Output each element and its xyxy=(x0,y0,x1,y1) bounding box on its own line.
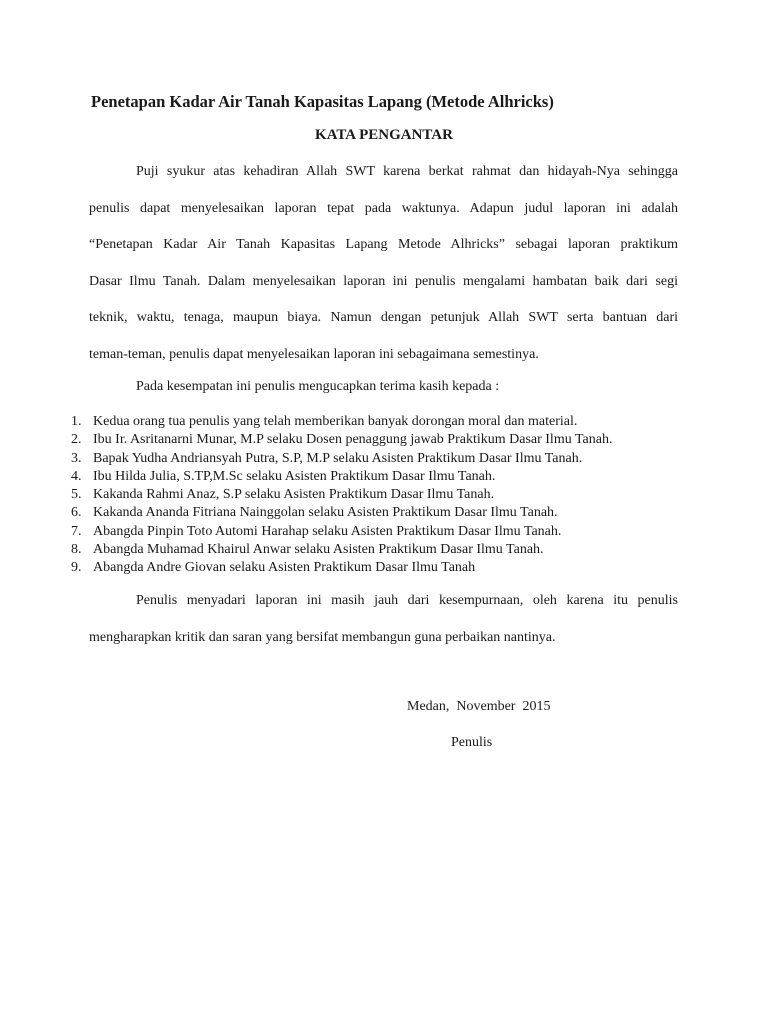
paragraph-line: Puji syukur atas kehadiran Allah SWT karena berkat rahmat dan hidayah-Nya sehingga xyxy=(136,164,678,179)
list-text: Kakanda Ananda Fitriana Nainggolan selaku Asisten Praktikum Dasar Ilmu Tanah. xyxy=(93,505,558,521)
list-text: Ibu Ir. Asritanarni Munar, M.P selaku Dosen penaggung jawab Praktikum Dasar Ilmu Tanah. xyxy=(93,432,613,448)
paragraph-line: Dasar Ilmu Tanah. Dalam menyelesaikan laporan ini penulis mengalami hambatan baik dari segi xyxy=(89,273,678,289)
paragraph-line: Penulis menyadari laporan ini masih jauh dari kesempurnaan, oleh karena itu penulis xyxy=(136,593,678,608)
document-title: Penetapan Kadar Air Tanah Kapasitas Lapang (Metode Alhricks) xyxy=(91,92,554,111)
list-text: Abangda Muhamad Khairul Anwar selaku Asisten Praktikum Dasar Ilmu Tanah. xyxy=(93,542,544,558)
thanks-intro: Pada kesempatan ini penulis mengucapkan terima kasih kepada : xyxy=(136,379,500,394)
signature-date: Medan, November 2015 xyxy=(407,699,551,714)
section-heading: KATA PENGANTAR xyxy=(315,127,453,143)
paragraph-line: teman-teman, penulis dapat menyelesaikan laporan ini sebagaimana semestinya. xyxy=(89,346,539,362)
list-number: 7. xyxy=(71,523,82,539)
list-number: 4. xyxy=(71,468,82,484)
list-text: Kakanda Rahmi Anaz, S.P selaku Asisten Praktikum Dasar Ilmu Tanah. xyxy=(93,487,495,503)
list-number: 8. xyxy=(71,542,82,558)
list-number: 1. xyxy=(71,414,82,429)
list-number: 3. xyxy=(71,450,82,466)
list-number: 6. xyxy=(71,505,82,521)
list-text: Ibu Hilda Julia, S.TP,M.Sc selaku Asisten Praktikum Dasar Ilmu Tanah. xyxy=(93,468,496,484)
paragraph-line: mengharapkan kritik dan saran yang bersifat membangun guna perbaikan nantinya. xyxy=(89,629,556,645)
list-text: Abangda Pinpin Toto Automi Harahap selaku Asisten Praktikum Dasar Ilmu Tanah. xyxy=(93,523,562,539)
list-number: 2. xyxy=(71,432,82,448)
paragraph-line: “Penetapan Kadar Air Tanah Kapasitas Lapang Metode Alhricks” sebagai laporan praktikum xyxy=(89,237,678,253)
paragraph-line: penulis dapat menyelesaikan laporan tepat pada waktunya. Adapun judul laporan ini adalah xyxy=(89,200,678,216)
signature-name: Penulis xyxy=(451,735,493,750)
paragraph-line: teknik, waktu, tenaga, maupun biaya. Namun dengan petunjuk Allah SWT serta bantuan dari xyxy=(89,310,678,326)
list-text: Abangda Andre Giovan selaku Asisten Praktikum Dasar Ilmu Tanah xyxy=(93,560,476,576)
list-number: 9. xyxy=(71,560,82,576)
preface-paragraph xyxy=(89,163,678,383)
list-text: Kedua orang tua penulis yang telah memberikan banyak dorongan moral dan material. xyxy=(93,414,578,429)
closing-paragraph xyxy=(89,592,678,665)
list-number: 5. xyxy=(71,487,82,503)
list-text: Bapak Yudha Andriansyah Putra, S.P, M.P selaku Asisten Praktikum Dasar Ilmu Tanah. xyxy=(93,450,583,466)
